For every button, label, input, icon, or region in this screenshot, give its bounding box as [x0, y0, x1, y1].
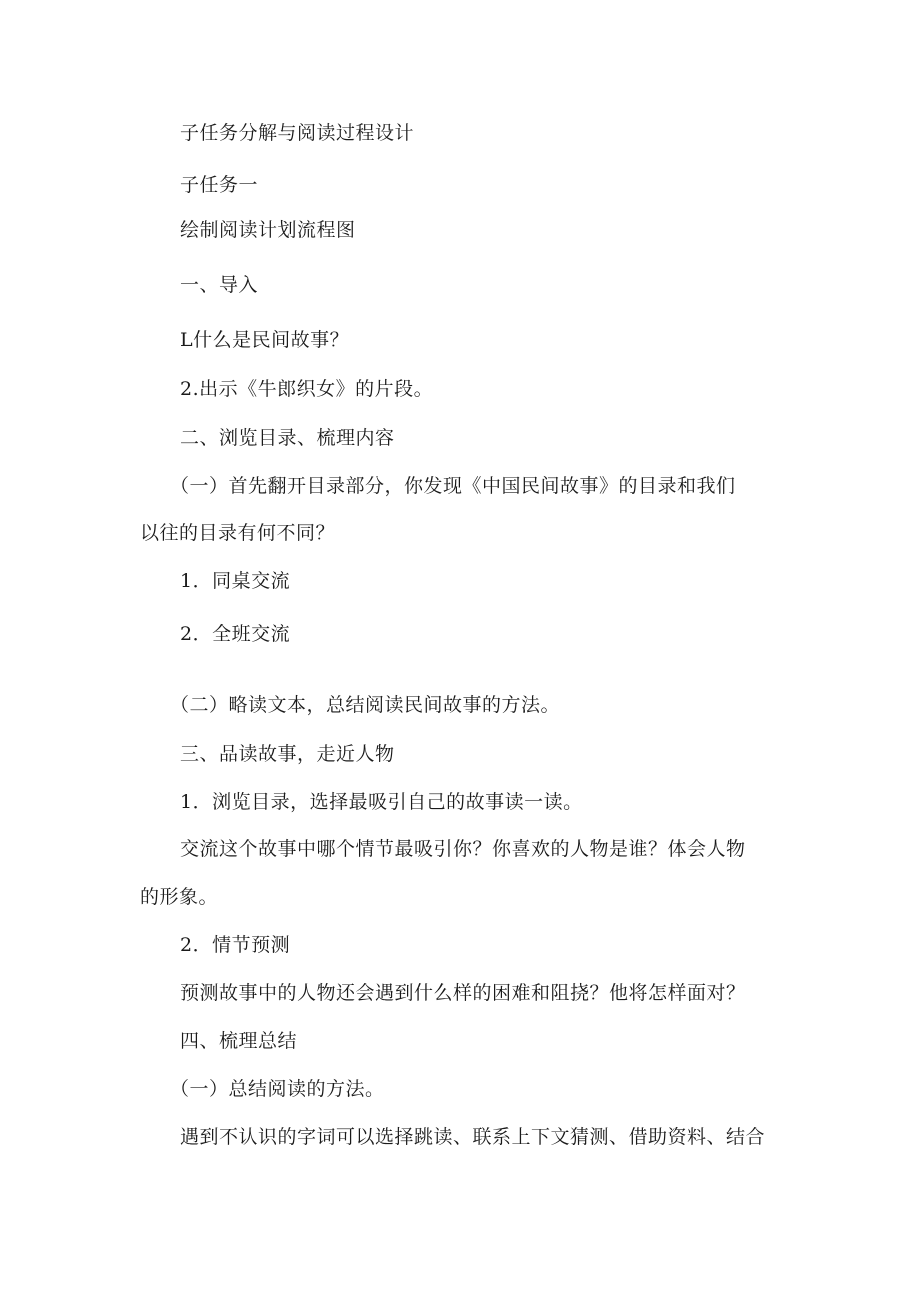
paragraph-line: （二）略读文本，总结阅读民间故事的方法。 — [170, 694, 561, 716]
section-heading-browse: 二、浏览目录、梳理内容 — [180, 427, 395, 449]
list-item: 1．同桌交流 — [180, 570, 291, 592]
paragraph-line: 2.出示《牛郎织女》的片段。 — [180, 378, 434, 400]
paragraph-line: 交流这个故事中哪个情节最吸引你？你喜欢的人物是谁？体会人物 — [180, 838, 746, 860]
paragraph-line: 以往的目录有何不同？ — [140, 522, 336, 544]
paragraph-line: （一）首先翻开目录部分，你发现《中国民间故事》的目录和我们 — [170, 475, 736, 497]
heading-flowchart: 绘制阅读计划流程图 — [180, 219, 356, 241]
paragraph-line: 预测故事中的人物还会遇到什么样的困难和阻挠？他将怎样面对？ — [180, 982, 746, 1004]
paragraph-line: 遇到不认识的字词可以选择跳读、联系上下文猜测、借助资料、结合 — [180, 1126, 766, 1148]
paragraph-line: （一）总结阅读的方法。 — [170, 1078, 385, 1100]
section-heading-intro: 一、导入 — [180, 274, 259, 296]
list-item: 1．浏览目录，选择最吸引自己的故事读一读。 — [180, 791, 583, 813]
section-heading-summary: 四、梳理总结 — [180, 1030, 298, 1052]
section-heading-story: 三、品读故事，走近人物 — [180, 743, 395, 765]
paragraph-line: L什么是民间故事？ — [180, 329, 350, 351]
heading-subtask-design: 子任务分解与阅读过程设计 — [180, 122, 415, 144]
list-item: 2．情节预测 — [180, 934, 291, 956]
heading-subtask-one: 子任务一 — [180, 174, 259, 196]
paragraph-line: 的形象。 — [140, 886, 219, 908]
list-item: 2．全班交流 — [180, 623, 291, 645]
